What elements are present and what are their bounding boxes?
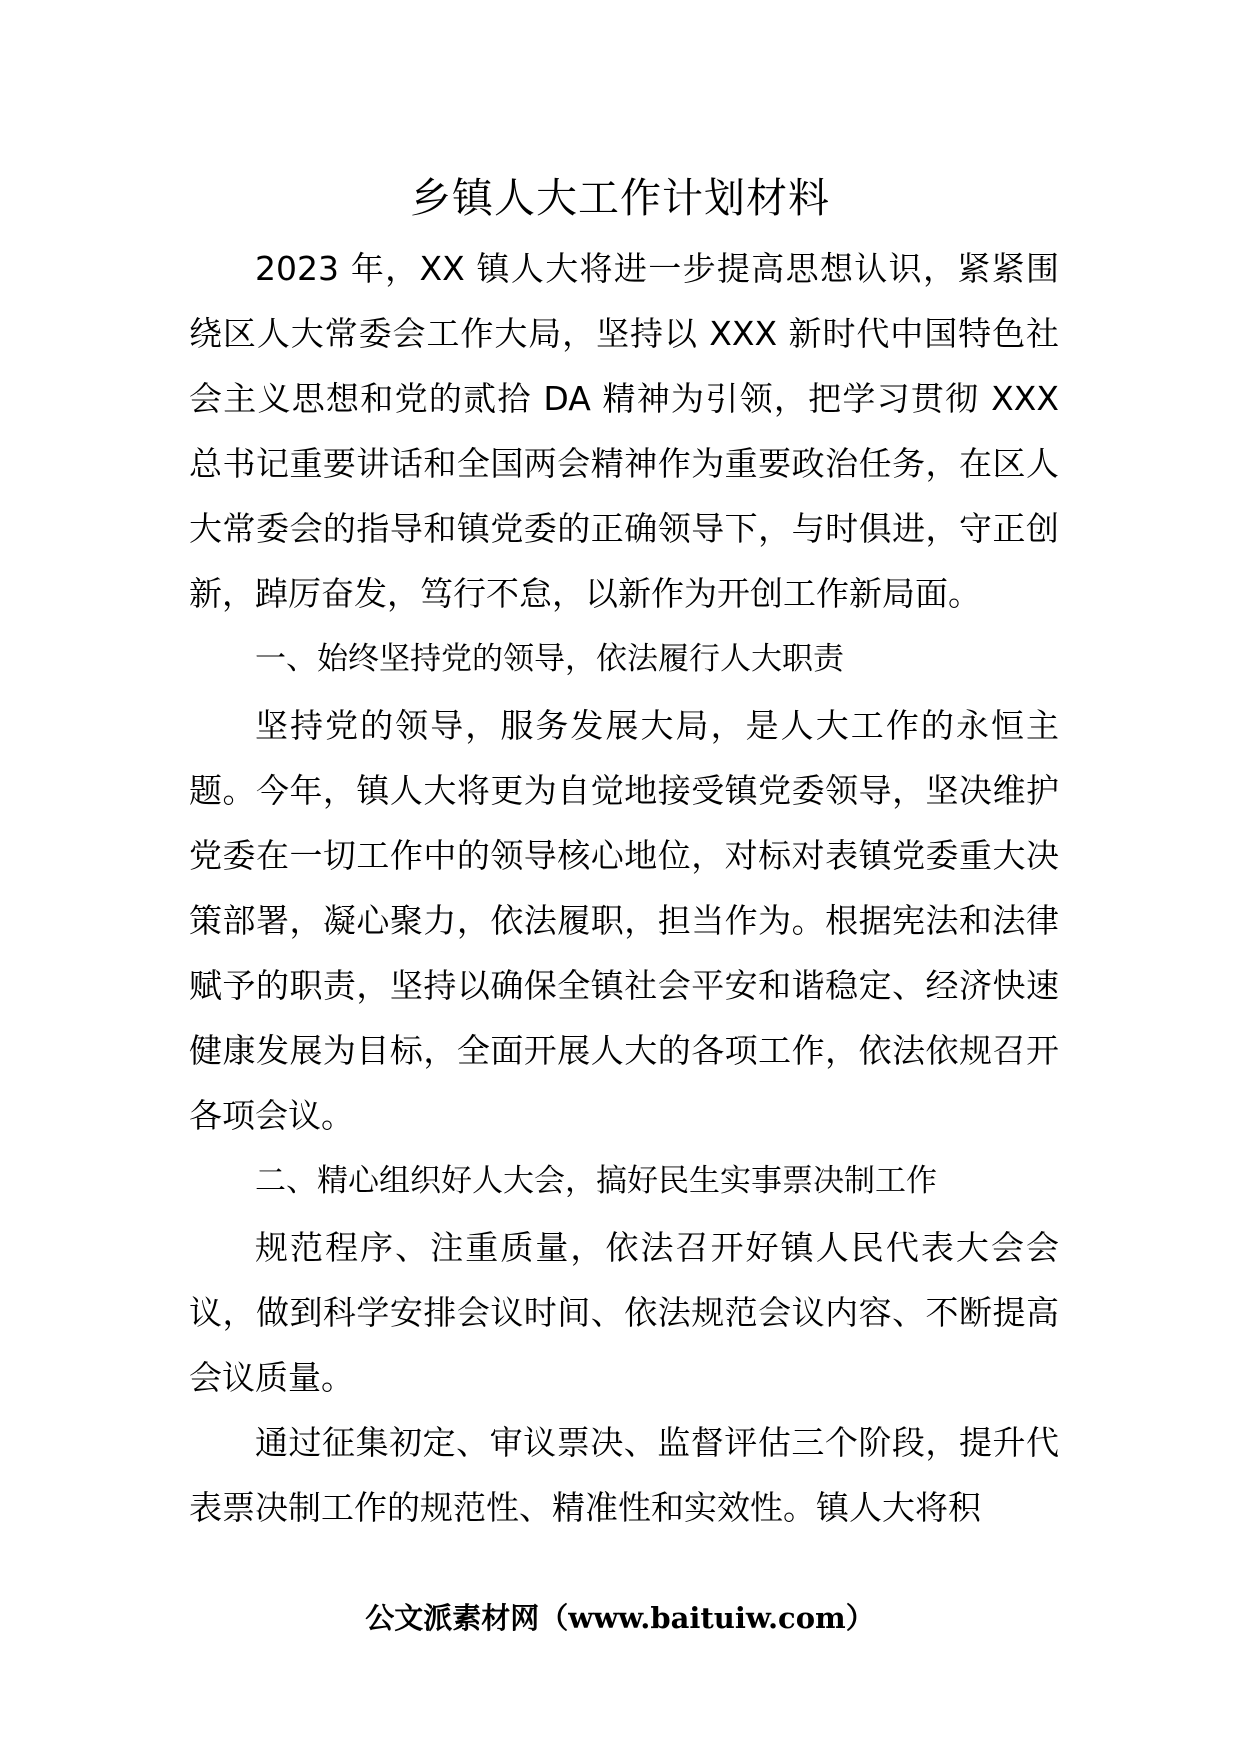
footer-watermark-text: 公文派素材网（www.baituiw.com） xyxy=(365,1601,875,1635)
paragraph-section-1: 坚持党的领导，服务发展大局，是人大工作的永恒主题。今年，镇人大将更为自觉地接受镇党委领导，坚决维护党委在一切工作中的领导核心地位，对标对表镇党委重大决策部署，凝心聚力，依法履职，担当作为。根据宪法和法律赋予的职责，坚持以确保全镇社会平安和谐稳定、经济快速健康发展为目标，全面开展人大的各项工作，依法依规召开各项会议。 xyxy=(189,706,1059,1135)
document-title: 乡镇人大工作计划材料 xyxy=(410,174,830,222)
section-heading-1: 一、始终坚持党的领导，依法履行人大职责 xyxy=(255,641,844,677)
document-body xyxy=(189,236,1059,1540)
section-heading-2: 二、精心组织好人大会，搞好民生实事票决制工作 xyxy=(255,1163,937,1199)
paragraph-intro: 2023 年，XX 镇人大将进一步提高思想认识，紧紧围绕区人大常委会工作大局，坚持以 XXX 新时代中国特色社会主义思想和党的贰拾 DA 精神为引领，把学习贯彻 XXX 总书记重要讲话和全国两会精神作为重要政治任务，在区人大常委会的指导和镇党委的正确领导下，与时俱进，守正创新，踔厉奋发，笃行不怠，以新作为开创工作新局面。 xyxy=(189,249,1059,613)
paragraph-section-2a: 规范程序、注重质量，依法召开好镇人民代表大会会议，做到科学安排会议时间、依法规范会议内容、不断提高会议质量。 xyxy=(189,1228,1059,1397)
paragraph-section-2b: 通过征集初定、审议票决、监督评估三个阶段，提升代表票决制工作的规范性、精准性和实效性。镇人大将积 xyxy=(189,1423,1059,1527)
